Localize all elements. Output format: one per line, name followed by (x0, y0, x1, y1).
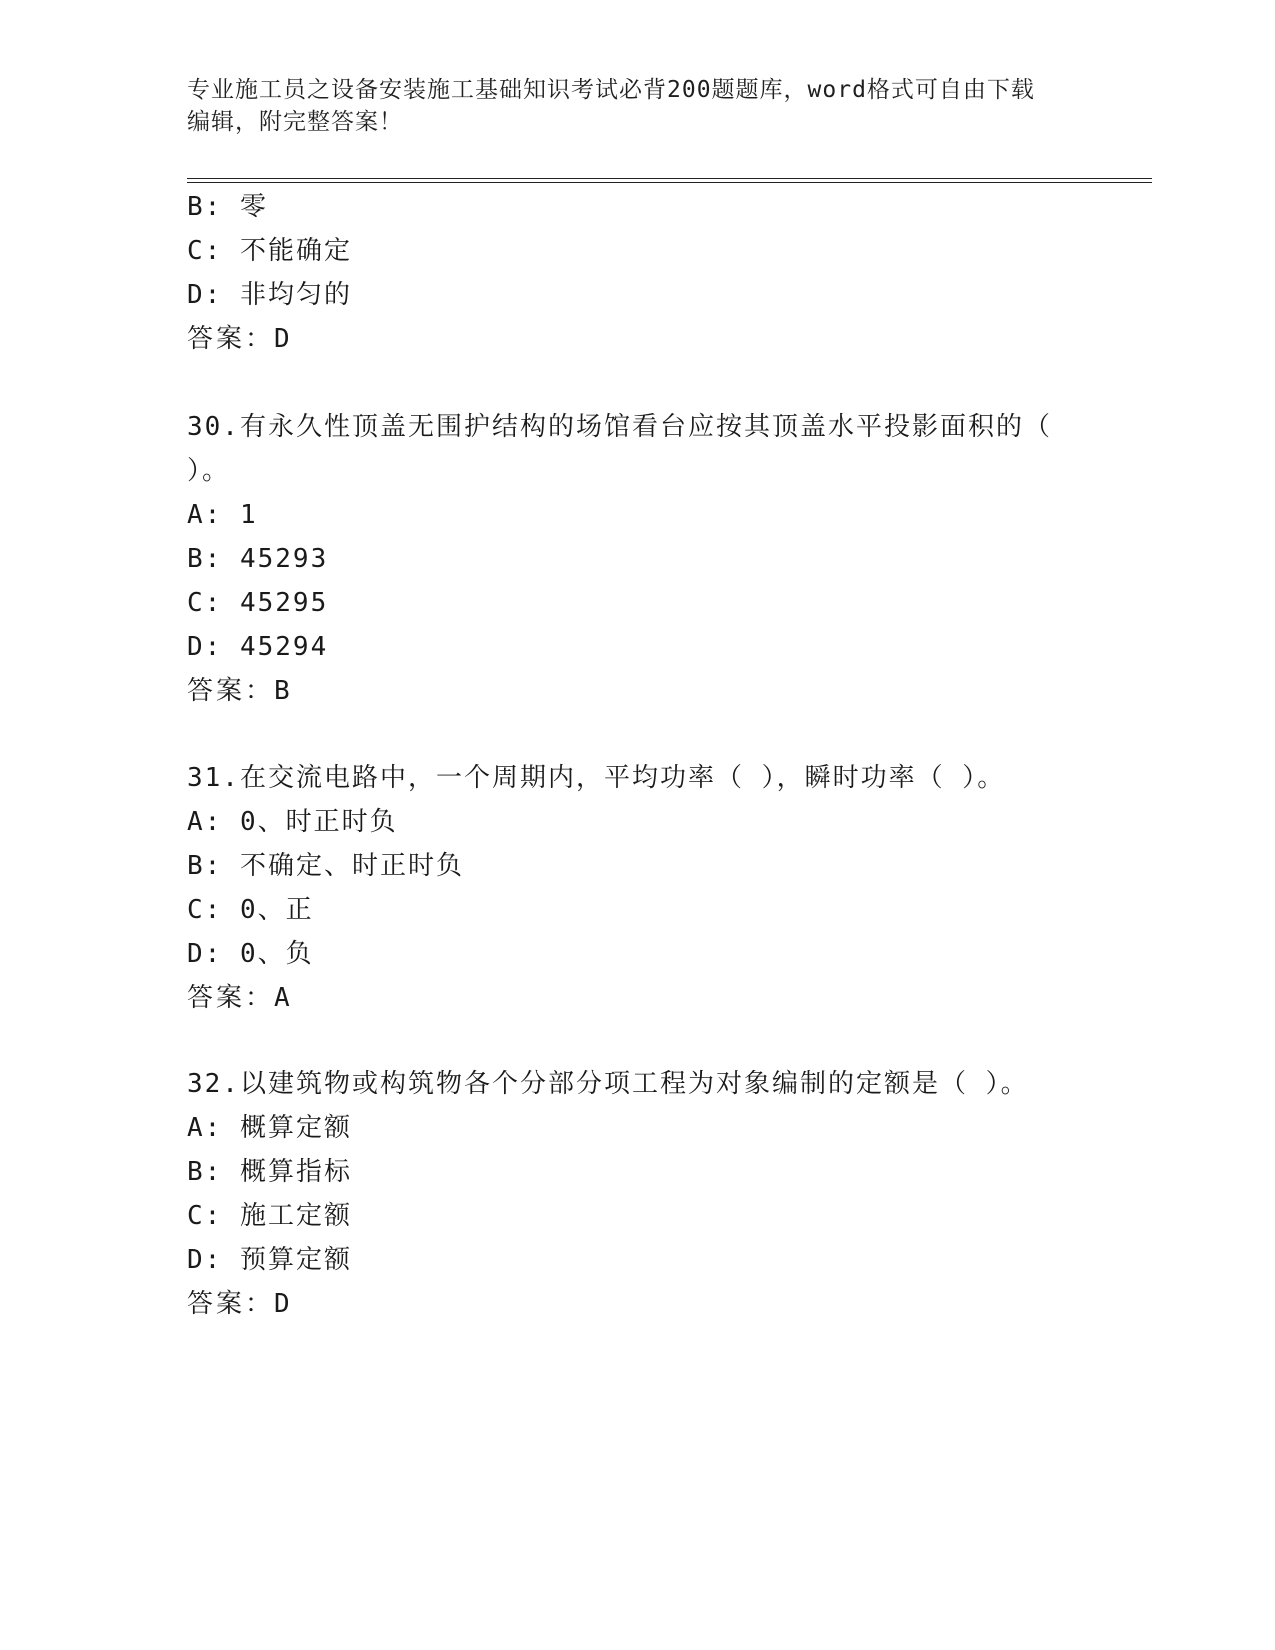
answer-label: 答案： (187, 676, 275, 706)
answer-label: 答案： (187, 1289, 275, 1319)
answer-line (187, 323, 290, 355)
question-30-stem-line-2: ）。 (187, 456, 231, 486)
option-b: B: 零 (187, 192, 268, 222)
header-divider-top (187, 178, 1152, 179)
answer-label: 答案： (187, 324, 275, 354)
question-30-option-b: B: 45293 (187, 544, 329, 574)
question-31-answer (187, 982, 290, 1014)
answer-value: A (274, 983, 290, 1013)
option-c: C: 不能确定 (187, 236, 352, 266)
question-30-option-d: D: 45294 (187, 632, 329, 662)
question-32-stem: 32.以建筑物或构筑物各个分部分项工程为对象编制的定额是（ ）。 (187, 1069, 1029, 1099)
question-32-answer (187, 1288, 290, 1320)
option-d: D: 非均匀的 (187, 280, 352, 310)
question-30-option-a: A: 1 (187, 500, 258, 530)
answer-value: D (274, 1289, 290, 1319)
question-32-option-b: B: 概算指标 (187, 1157, 352, 1187)
question-30-option-c: C: 45295 (187, 588, 329, 618)
question-30-stem-line-1: 30.有永久性顶盖无围护结构的场馆看台应按其顶盖水平投影面积的（ (187, 412, 1052, 442)
answer-value: D (274, 324, 290, 354)
answer-value: B (274, 676, 290, 706)
header-line-2: 编辑，附完整答案！ (187, 109, 403, 135)
header-line-1: 专业施工员之设备安装施工基础知识考试必背200题题库，word格式可自由下载 (187, 77, 1035, 103)
header-divider-bottom (187, 182, 1152, 183)
question-31-option-d: D: 0、负 (187, 939, 314, 969)
question-30-answer (187, 675, 290, 707)
document-header (187, 74, 1087, 138)
question-31-option-b: B: 不确定、时正时负 (187, 851, 464, 881)
question-32-option-a: A: 概算定额 (187, 1113, 352, 1143)
question-31-option-c: C: 0、正 (187, 895, 314, 925)
question-31-option-a: A: 0、时正时负 (187, 807, 398, 837)
answer-label: 答案： (187, 983, 275, 1013)
question-32-option-c: C: 施工定额 (187, 1201, 352, 1231)
question-32-option-d: D: 预算定额 (187, 1245, 352, 1275)
question-31-stem: 31.在交流电路中，一个周期内，平均功率（ ），瞬时功率（ ）。 (187, 763, 1006, 793)
